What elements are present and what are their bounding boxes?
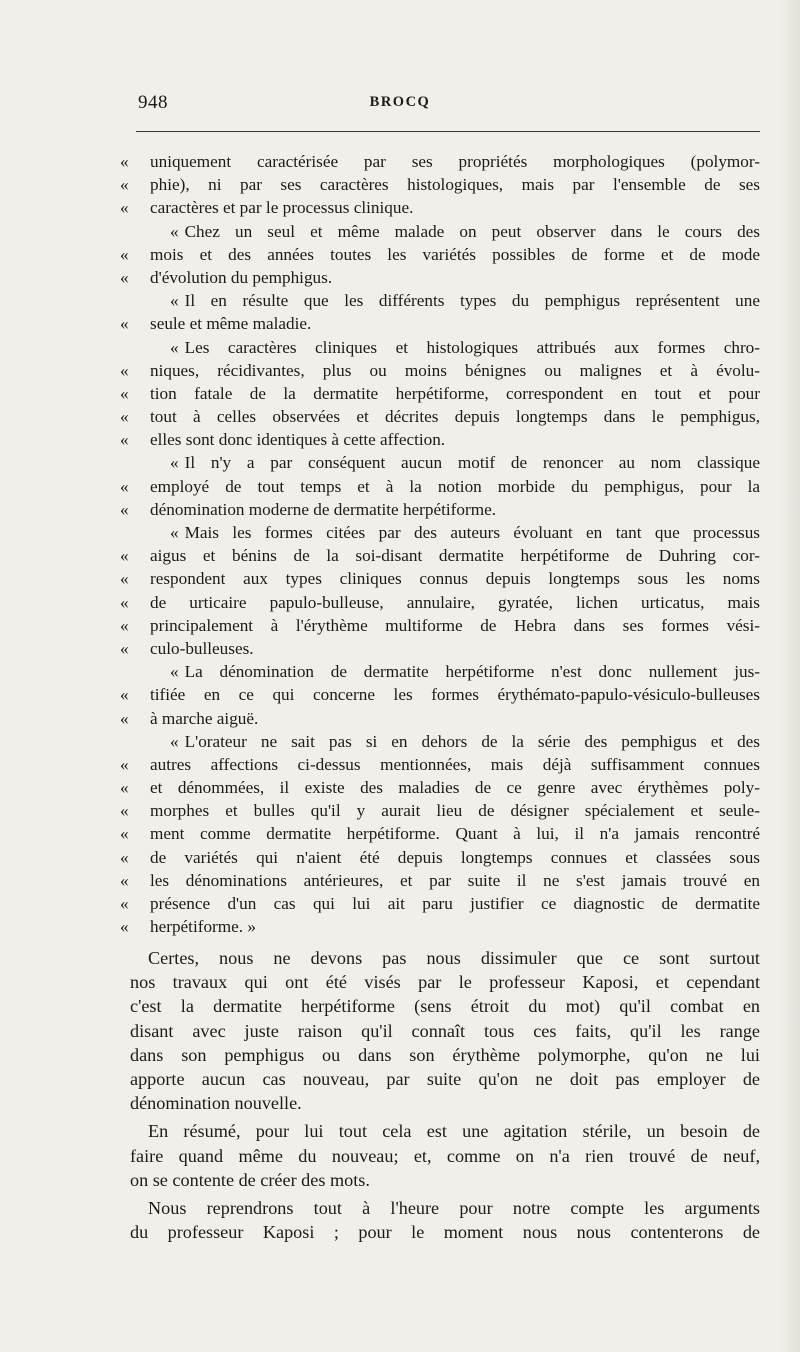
quote-line [120,637,760,660]
quote-line-text: niques, récidivantes, plus ou moins bénignes ou malignes et à évolu- [150,360,760,380]
quote-line [120,451,760,474]
quote-line [120,915,760,938]
guillemet-mark: « [170,662,179,682]
quote-line [120,591,760,614]
page-number: 948 [138,92,168,113]
guillemet-mark: « [170,337,179,357]
guillemet-mark: « [120,360,129,380]
quote-line-text: Mais les formes citées par des auteurs évoluant en tant que processus [184,523,760,542]
running-head: BROCQ [369,94,431,110]
paragraph-line: En résumé, pour lui tout cela est une agitation stérile, un besoin de [148,1121,760,1142]
quote-line [120,707,760,730]
guillemet-mark: « [120,847,129,867]
guillemet-mark: « [120,708,129,728]
body-text [130,946,760,1244]
quote-line-text: et dénommées, il existe des maladies de ce genre avec érythèmes poly- [150,778,760,798]
quote-line [120,382,760,405]
quote-line-text: d'évolution du pemphigus. [150,267,333,287]
guillemet-mark: « [170,731,179,751]
guillemet-mark: « [120,152,129,171]
quote-line-text: Il en résulte que les différents types du pemphigus représentent une [184,291,760,311]
quote-line-text: autres affections ci-dessus mentionnées, mais déjà suffisamment connues [150,754,760,774]
guillemet-mark: « [120,175,129,195]
quote-line [120,614,760,637]
quote-line [120,822,760,845]
guillemet-mark: « [120,592,129,612]
quote-line-text: tion fatale de la dermatite herpétiforme, correspondent en tout et pour [150,383,760,403]
paragraph-line: dénomination nouvelle. [130,1093,302,1114]
quote-line [120,336,760,359]
quote-line [120,243,760,266]
guillemet-mark: « [120,430,129,450]
quote-line-text: de urticaire papulo-bulleuse, annulaire, gyratée, lichen urticatus, mais [150,592,760,612]
quote-line [120,544,760,567]
paragraph [130,946,760,1115]
quote-line [120,730,760,753]
quote-line [120,173,760,196]
guillemet-mark: « [120,499,129,519]
quoted-passage [120,150,760,938]
guillemet-mark: « [120,569,129,589]
guillemet-mark: « [120,824,129,844]
guillemet-mark: « [120,870,129,890]
guillemet-mark: « [170,453,179,473]
guillemet-mark: « [120,638,129,658]
quote-line-text: principalement à l'érythème multiforme de Hebra dans ses formes vési- [150,615,760,635]
guillemet-mark: « [120,917,129,937]
quote-line [120,521,760,544]
quote-line-text: tout à celles observées et décrites depuis longtemps dans le pemphigus, [150,407,760,427]
guillemet-mark: « [120,778,129,798]
paragraph-line: disant avec juste raison qu'il connaît tous ces faits, qu'il les range [130,1020,760,1041]
quote-line [120,660,760,683]
quote-line [120,498,760,521]
quote-line-text: seule et même maladie. [150,314,312,334]
quote-line-text: respondent aux types cliniques connus depuis longtemps sous les noms [150,569,760,589]
guillemet-mark: « [120,615,129,635]
paragraph-line: Certes, nous ne devons pas nous dissimuler que ce sont surtout [148,948,760,968]
quote-line [120,892,760,915]
guillemet-mark: « [170,291,179,311]
quote-line-text: uniquement caractérisée par ses propriétés morphologiques (polymor- [150,152,760,171]
paragraph-line: faire quand même du nouveau; et, comme on n'a rien trouvé de neuf, [130,1145,760,1166]
quote-line-text: ment comme dermatite herpétiforme. Quant à lui, il n'a jamais rencontré [150,824,760,844]
quote-line-text: dénomination moderne de dermatite herpétiforme. [150,499,497,519]
quote-line-text: de variétés qui n'aient été depuis longtemps connues et classées sous [150,847,760,867]
quote-line [120,846,760,869]
guillemet-mark: « [120,546,129,566]
page-edge-shading [778,0,800,1352]
quote-line [120,776,760,799]
quote-line [120,266,760,289]
guillemet-mark: « [120,754,129,774]
header-rule [136,131,760,132]
guillemet-mark: « [120,476,129,496]
quote-line-text: phie), ni par ses caractères histologiques, mais par l'ensemble de ses [150,175,760,195]
guillemet-mark: « [120,894,129,913]
quote-line-text: tifiée en ce qui concerne les formes érythémato-papulo-vésiculo-bulleuses [150,685,760,705]
quote-line-text: La dénomination de dermatite herpétiforme n'est donc nullement jus- [184,662,760,682]
quote-line-text: L'orateur ne sait pas si en dehors de la série des pemphigus et des [184,731,760,751]
guillemet-mark: « [120,244,129,264]
quote-line-text: Chez un seul et même malade on peut observer dans le cours des [184,221,760,241]
paragraph [130,1196,760,1244]
quote-line [120,475,760,498]
quote-line [120,312,760,335]
quote-line-text: elles sont donc identiques à cette affection. [150,430,446,450]
quote-line-text: Les caractères cliniques et histologiques attribués aux formes chro- [184,337,760,357]
quote-line-text: présence d'un cas qui lui ait paru justifier ce diagnostic de dermatite [150,894,760,913]
quote-line [120,799,760,822]
quote-line [120,567,760,590]
quote-line-text: caractères et par le processus clinique. [150,198,414,218]
guillemet-mark: « [120,407,129,427]
paragraph-line: dans son pemphigus ou dans son érythème polymorphe, qu'on ne lui [130,1044,760,1065]
quote-line-text: aigus et bénins de la soi-disant dermatite herpétiforme de Duhring cor- [150,546,760,566]
guillemet-mark: « [120,267,129,287]
guillemet-mark: « [120,685,129,705]
guillemet-mark: « [120,198,129,218]
quote-line [120,869,760,892]
guillemet-mark: « [170,523,179,542]
quote-line-text: Il n'y a par conséquent aucun motif de renoncer au nom classique [184,453,760,473]
quote-line [120,289,760,312]
quote-line [120,150,760,173]
quote-line-text: mois et des années toutes les variétés possibles de forme et de mode [150,244,760,264]
paragraph-line: du professeur Kaposi ; pour le moment nous nous contenterons de [130,1222,760,1243]
quote-line [120,753,760,776]
paragraph-line: c'est la dermatite herpétiforme (sens étroit du mot) qu'il combat en [130,996,760,1017]
quote-line-text: herpétiforme. » [150,917,256,937]
paragraph-line: nos travaux qui ont été visés par le professeur Kaposi, et cependant [130,972,760,993]
paragraph-line: Nous reprendrons tout à l'heure pour notre compte les arguments [148,1197,760,1218]
paragraph-line: apporte aucun cas nouveau, par suite qu'on ne doit pas employer de [130,1068,760,1089]
guillemet-mark: « [120,383,129,403]
quote-line-text: culo-bulleuses. [150,638,254,658]
quote-line [120,196,760,219]
quote-line [120,428,760,451]
quote-line [120,405,760,428]
guillemet-mark: « [120,801,129,821]
quote-line [120,359,760,382]
quote-line-text: employé de tout temps et à la notion morbide du pemphigus, pour la [150,476,760,496]
quote-line-text: les dénominations antérieures, et par suite il ne s'est jamais trouvé en [150,870,760,890]
quote-line [120,220,760,243]
paragraph-line: on se contente de créer des mots. [130,1169,370,1190]
guillemet-mark: « [170,221,179,241]
quote-line [120,683,760,706]
guillemet-mark: « [120,314,129,334]
quote-line-text: morphes et bulles qu'il y aurait lieu de désigner spécialement et seule- [150,801,760,821]
quote-line-text: à marche aiguë. [150,708,259,728]
paragraph [130,1119,760,1192]
